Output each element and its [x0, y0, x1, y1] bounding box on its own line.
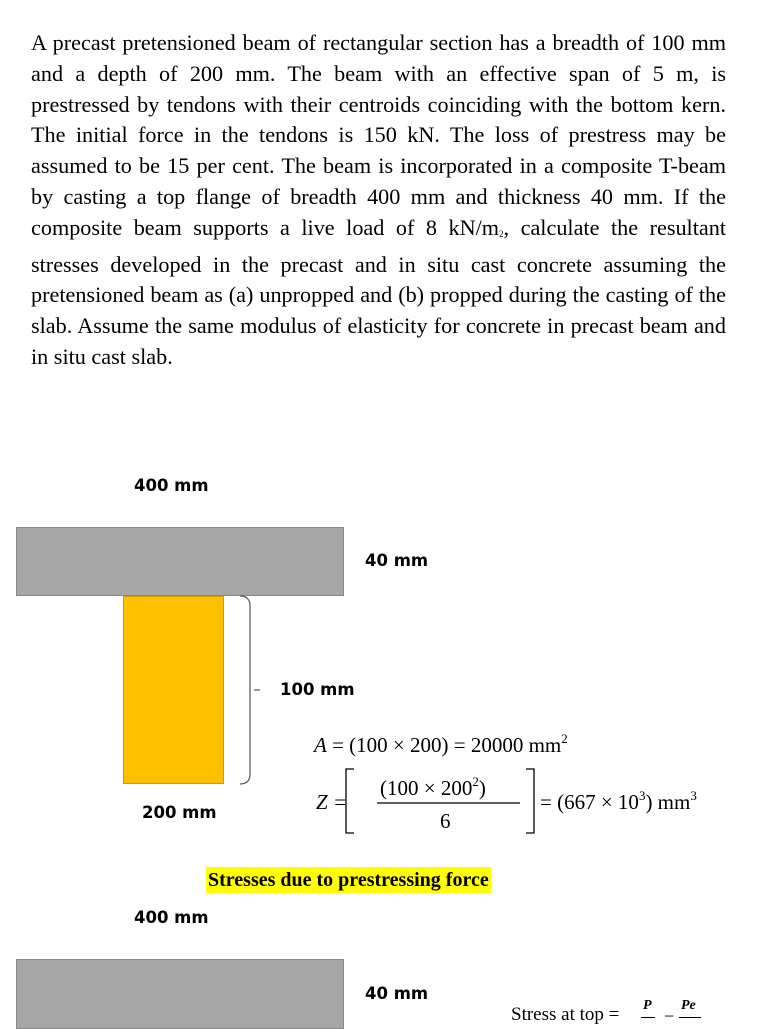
section-heading-highlight: Stresses due to prestressing force — [208, 869, 489, 891]
flange-width-label-2: 400 mm — [134, 908, 209, 927]
stress-term-p: P — [643, 998, 652, 1013]
area-symbol: A — [314, 733, 327, 757]
modulus-lhs: Z = — [316, 790, 348, 814]
top-flange — [16, 527, 344, 596]
flange-width-label: 400 mm — [134, 476, 209, 495]
area-expression: = (100 × 200) = 20000 mm — [332, 733, 562, 757]
area-exponent: 2 — [561, 731, 568, 746]
top-flange-2 — [16, 959, 344, 1029]
precast-web — [123, 596, 224, 784]
stress-term-p-bar — [641, 1017, 655, 1018]
problem-text-part1: A precast pretensioned beam of rectangular section has a breadth of 100 mm and a depth of 200 mm. The beam with an effective span of 5 m, is prestressed by tendons with their centroids coinciding with the bottom kern. The initial force in the tendons is 150 kN. The loss of prestress may be assumed to be 15 per cent. The beam is incorporated in a composite T-beam by casting a top flange of breadth 400 mm and thickness 40 mm. If the composite beam supports a live load of 8 kN/m — [31, 30, 726, 240]
modulus-numerator: $(100 \times 200^2)$ — [380, 774, 486, 800]
flange-thickness-label: 40 mm — [365, 551, 429, 570]
web-depth-label: 200 mm — [142, 803, 217, 822]
stress-term-pe-bar — [679, 1017, 701, 1018]
stress-top-label: Stress at top = — [511, 1004, 620, 1025]
modulus-denominator: 6 — [440, 809, 451, 833]
unit-subscript-mark: 2 — [499, 228, 504, 239]
problem-statement — [31, 28, 726, 373]
modulus-result: = $(667 \times 10^3)$ $mm^3$ — [540, 788, 697, 814]
problem-text-part2: , calculate the resultant stresses developed in the precast and in situ cast concrete assuming the pretensioned beam as (a) unpropped and (b) propped during the casting of the slab. Assume the same modulus of elasticity for concrete in precast beam and in situ cast slab. — [31, 214, 726, 369]
stress-operator: − — [664, 1006, 675, 1026]
web-depth-brace — [236, 594, 276, 786]
area-equation — [314, 733, 568, 758]
flange-thickness-label-2: 40 mm — [365, 984, 429, 1003]
web-width-label: 100 mm — [280, 680, 355, 699]
stress-term-pe: Pe — [681, 998, 696, 1013]
